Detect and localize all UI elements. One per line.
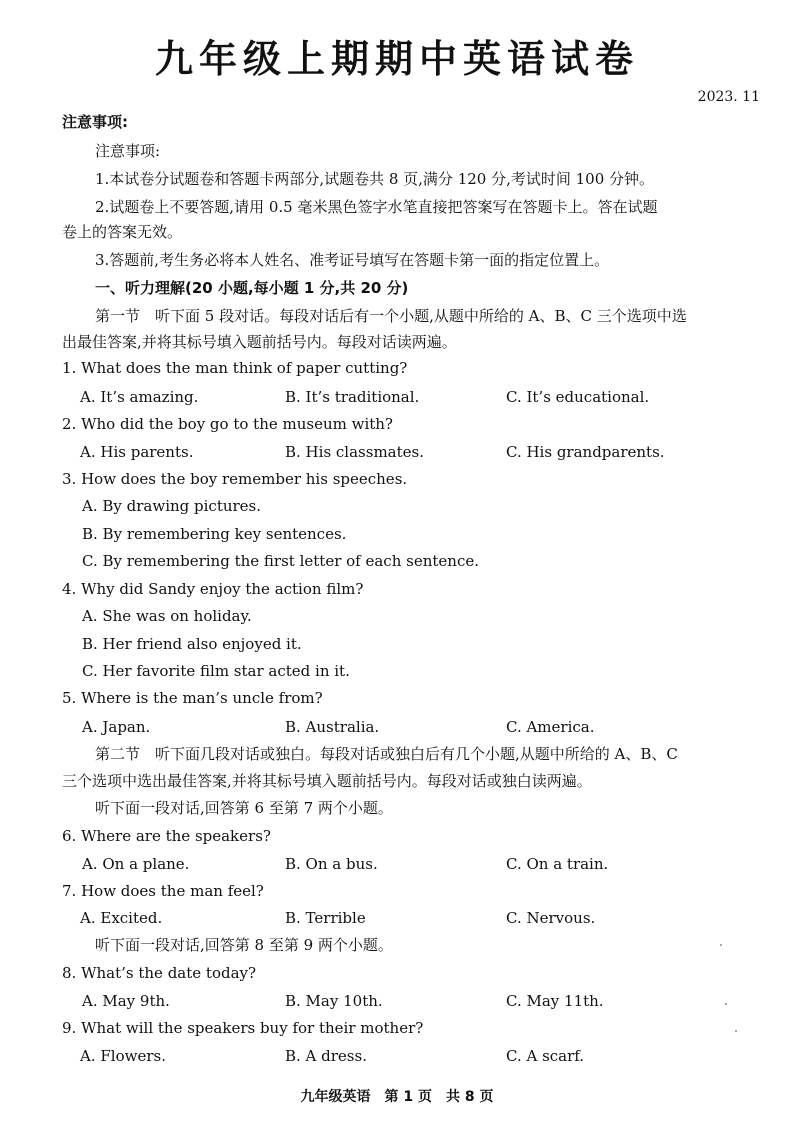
question-5-option-c: C. America. <box>506 718 595 736</box>
question-8-option-b: B. May 10th. <box>285 992 383 1010</box>
question-2: 2. Who did the boy go to the museum with? <box>62 415 393 433</box>
question-2-option-a: A. His parents. <box>80 443 194 461</box>
dialogue-intro-8-9: 听下面一段对话,回答第 8 至第 9 两个小题。 <box>95 936 393 954</box>
question-9-option-b: B. A dress. <box>285 1047 367 1065</box>
part1-instructions-line-2: 出最佳答案,并将其标号填入题前括号内。每段对话读两遍。 <box>62 333 457 351</box>
question-9-option-c: C. A scarf. <box>506 1047 585 1065</box>
section-heading-listening: 一、听力理解(20 小题,每小题 1 分,共 20 分) <box>95 279 409 297</box>
question-1: 1. What does the man think of paper cutting? <box>62 359 408 377</box>
question-5-option-a: A. Japan. <box>82 718 151 736</box>
exam-date: 2023. 11 <box>697 89 760 105</box>
question-9-option-a: A. Flowers. <box>80 1047 166 1065</box>
question-4-option-a: A. She was on holiday. <box>82 607 252 625</box>
question-3-option-c: C. By remembering the first letter of each sentence. <box>82 552 479 570</box>
question-7: 7. How does the man feel? <box>62 882 264 900</box>
page-footer: 九年级英语 第 1 页 共 8 页 <box>300 1089 494 1105</box>
question-4-option-c: C. Her favorite film star acted in it. <box>82 662 350 680</box>
notes-heading: 注意事项: <box>62 113 128 131</box>
scan-speck <box>720 944 722 946</box>
question-6: 6. Where are the speakers? <box>62 827 271 845</box>
scan-speck <box>725 1003 727 1005</box>
question-3-option-a: A. By drawing pictures. <box>82 497 262 515</box>
question-4: 4. Why did Sandy enjoy the action film? <box>62 580 364 598</box>
question-3-option-b: B. By remembering key sentences. <box>82 525 347 543</box>
question-1-option-a: A. It’s amazing. <box>80 388 199 406</box>
question-9: 9. What will the speakers buy for their mother? <box>62 1019 424 1037</box>
question-6-option-c: C. On a train. <box>506 855 609 873</box>
question-5: 5. Where is the man’s uncle from? <box>62 689 323 707</box>
scan-speck <box>735 1030 737 1032</box>
part2-instructions-line-1: 第二节 听下面几段对话或独白。每段对话或独白后有几个小题,从题中所给的 A、B、C <box>95 745 678 763</box>
note-item-3: 3.答题前,考生务必将本人姓名、准考证号填写在答题卡第一面的指定位置上。 <box>95 251 610 269</box>
question-5-option-b: B. Australia. <box>285 718 380 736</box>
question-2-option-b: B. His classmates. <box>285 443 424 461</box>
part2-instructions-line-2: 三个选项中选出最佳答案,并将其标号填入题前括号内。每段对话或独白读两遍。 <box>62 772 592 790</box>
question-1-option-c: C. It’s educational. <box>506 388 650 406</box>
exam-title: 九年级上期期中英语试卷 <box>154 37 639 81</box>
question-3: 3. How does the boy remember his speeches. <box>62 470 408 488</box>
note-item-2-line-1: 2.试题卷上不要答题,请用 0.5 毫米黑色签字水笔直接把答案写在答题卡上。答在试题 <box>95 198 658 216</box>
question-8-option-a: A. May 9th. <box>82 992 170 1010</box>
note-item-2-line-2: 卷上的答案无效。 <box>62 223 183 241</box>
question-2-option-c: C. His grandparents. <box>506 443 665 461</box>
question-7-option-a: A. Excited. <box>80 909 163 927</box>
part1-instructions-line-1: 第一节 听下面 5 段对话。每段对话后有一个小题,从题中所给的 A、B、C 三个选项中选 <box>95 307 687 325</box>
question-6-option-a: A. On a plane. <box>82 855 190 873</box>
question-1-option-b: B. It’s traditional. <box>285 388 420 406</box>
notes-sub-heading: 注意事项: <box>95 142 161 160</box>
dialogue-intro-6-7: 听下面一段对话,回答第 6 至第 7 两个小题。 <box>95 799 393 817</box>
note-item-1: 1.本试卷分试题卷和答题卡两部分,试题卷共 8 页,满分 120 分,考试时间 100 分钟。 <box>95 170 655 188</box>
question-7-option-c: C. Nervous. <box>506 909 596 927</box>
question-8: 8. What’s the date today? <box>62 964 257 982</box>
question-8-option-c: C. May 11th. <box>506 992 604 1010</box>
question-6-option-b: B. On a bus. <box>285 855 378 873</box>
question-4-option-b: B. Her friend also enjoyed it. <box>82 635 302 653</box>
question-7-option-b: B. Terrible <box>285 909 366 927</box>
